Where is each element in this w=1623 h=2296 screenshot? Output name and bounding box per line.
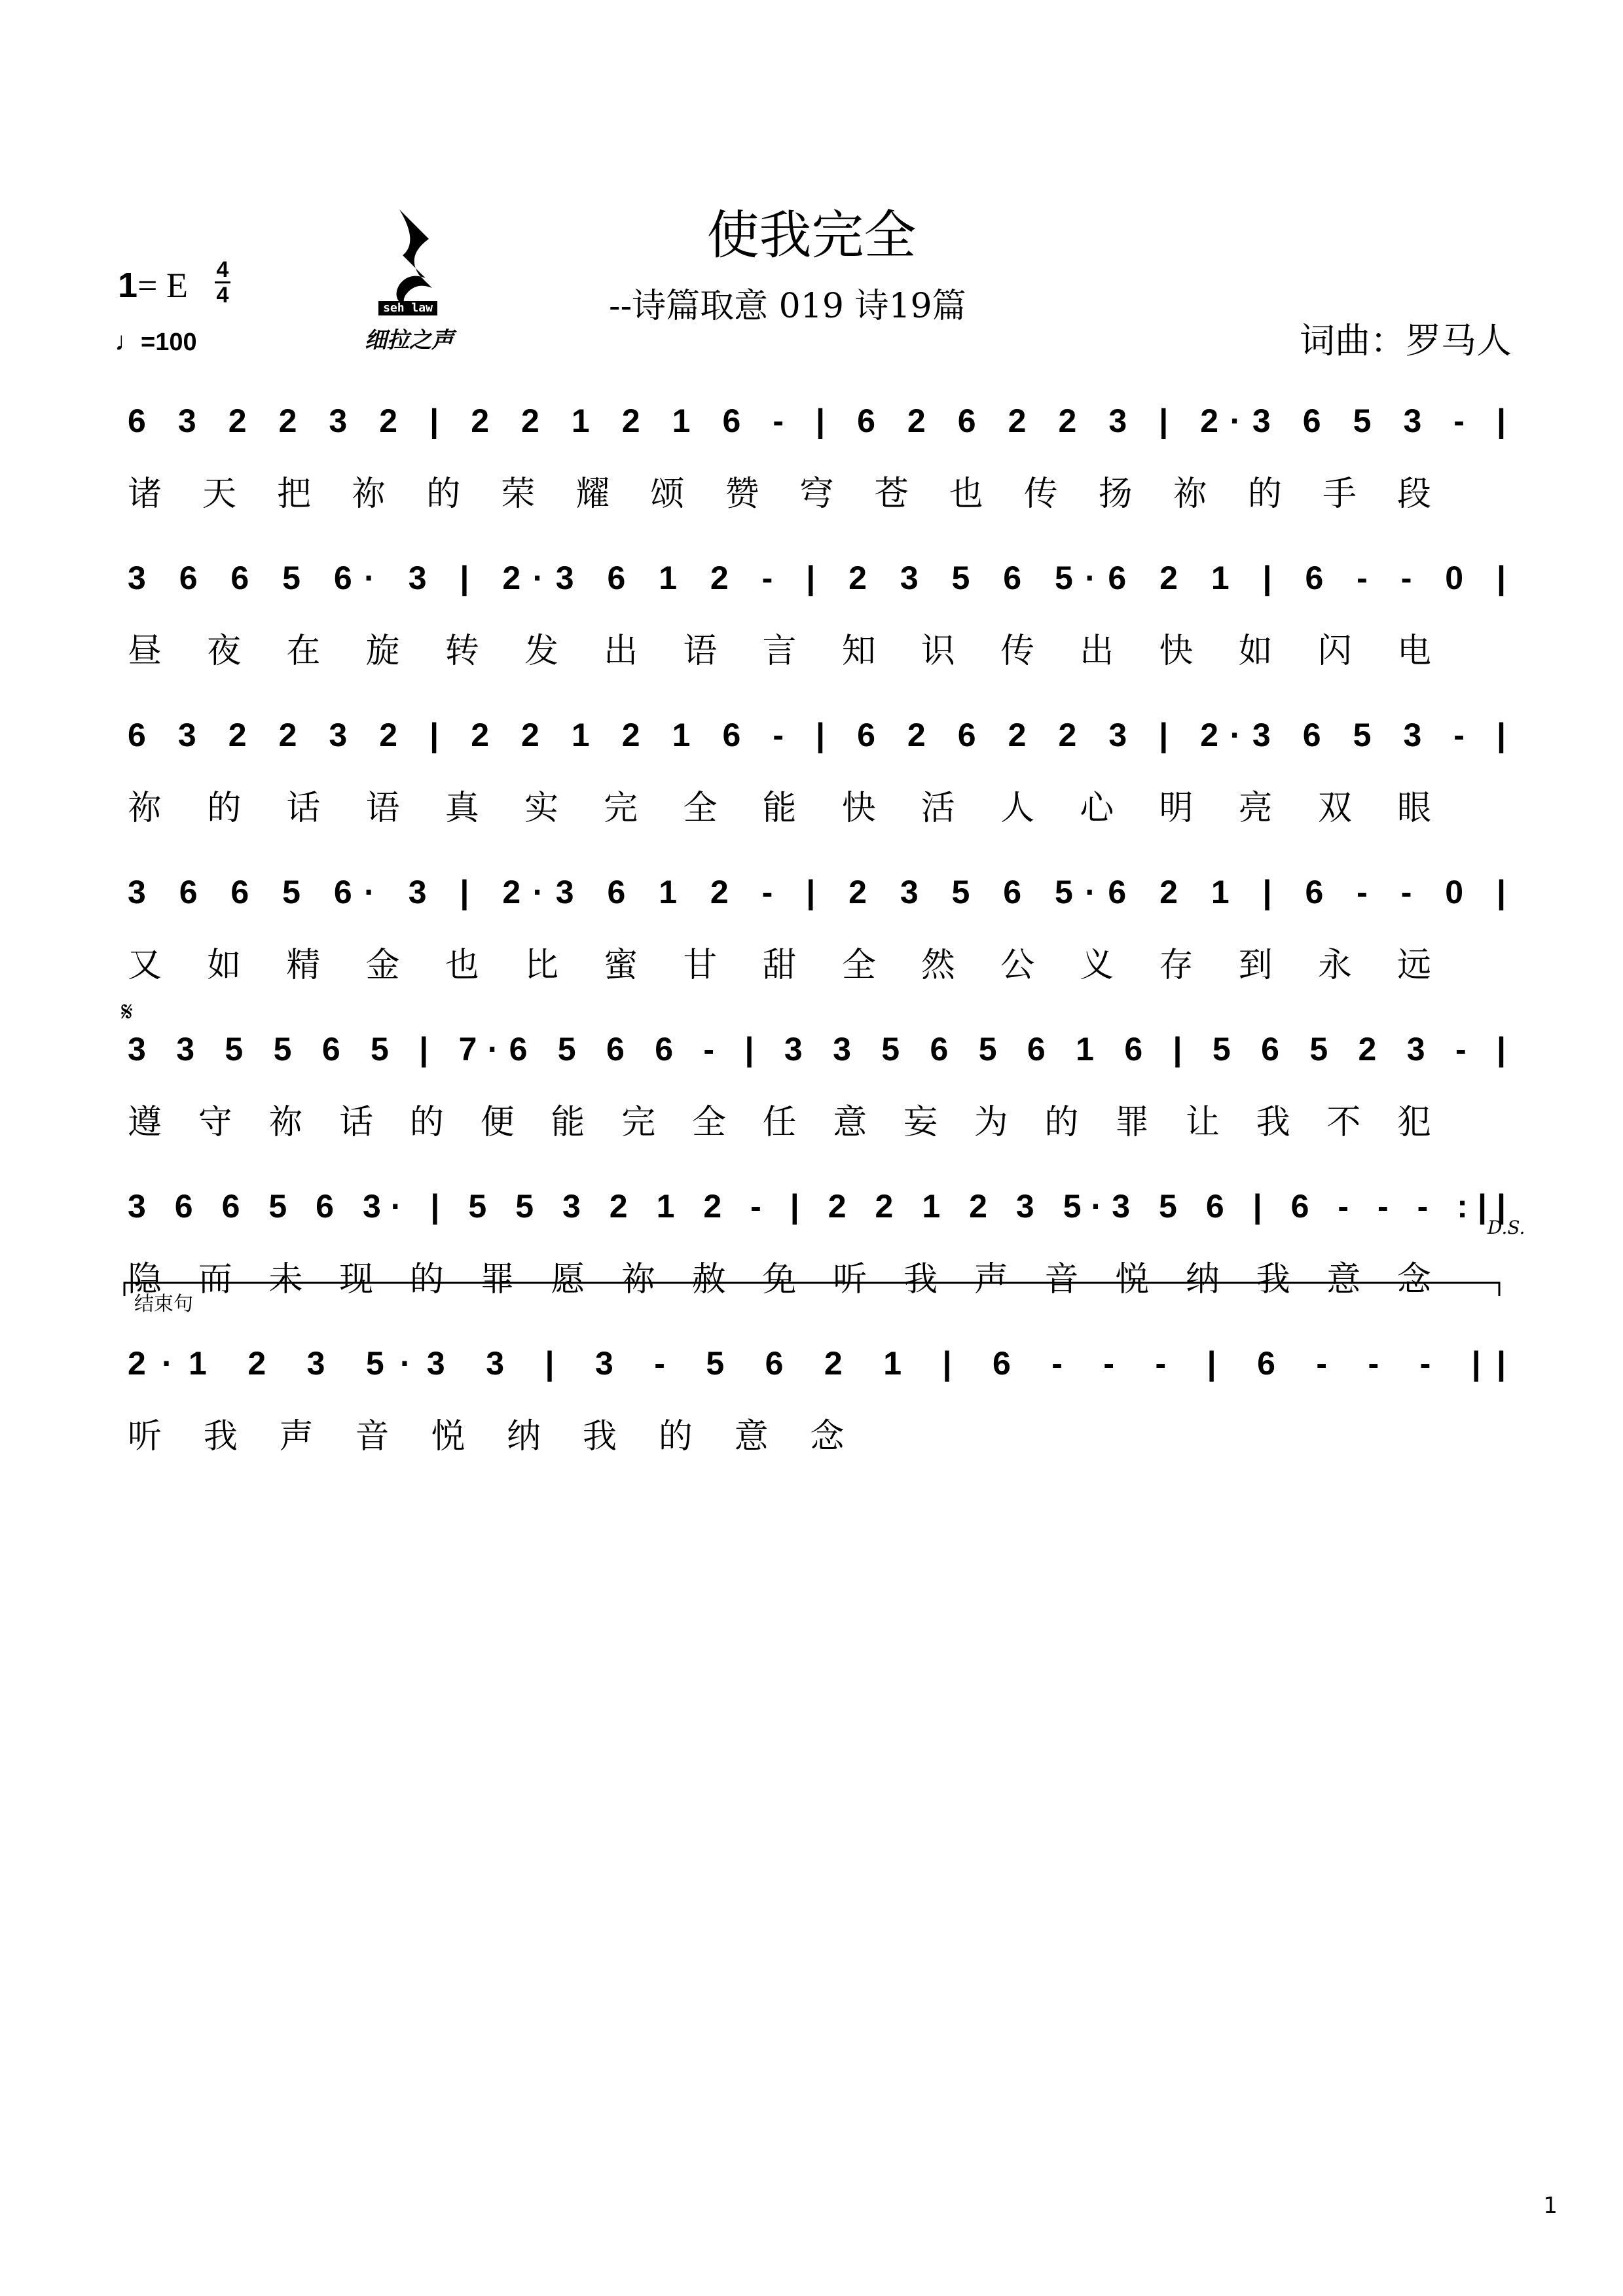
lyric-char: 传	[1000, 632, 1035, 671]
lyric-char: 电	[1397, 632, 1432, 671]
lyric-char: 的	[409, 1103, 444, 1142]
lyric-char: 隐	[128, 1260, 162, 1299]
lyric-char: 公	[1000, 946, 1035, 985]
lyric-char: 纳	[1185, 1260, 1220, 1299]
lyric-char: 音	[1044, 1260, 1079, 1299]
lyric-char: 语	[683, 632, 718, 671]
lyric-char: 祢	[352, 475, 386, 514]
lyric-char: 传	[1023, 475, 1058, 514]
lyric-char: 昼	[128, 632, 162, 671]
page-number: 1	[1543, 2193, 1558, 2219]
lyric-char: 快	[1159, 632, 1194, 671]
lyric-char: 发	[524, 632, 558, 671]
lyric-char: 便	[480, 1103, 515, 1142]
notation-line: 6 3 2 2 3 2 | 2 2 1 2 1 6 - | 6 2 6 2 2 3 | 2·3 6 5 3 - |	[128, 403, 1506, 439]
lyric-char: 天	[202, 475, 237, 514]
lyric-char: 到	[1238, 946, 1273, 985]
notation-line: 3 6 6 5 6· 3 | 2·3 6 1 2 - | 2 3 5 6 5·6 2 1 | 6 - - 0 |	[128, 560, 1506, 596]
lyric-char: 把	[277, 475, 312, 514]
lyric-char: 快	[841, 789, 876, 828]
lyric-char: 听	[833, 1260, 867, 1299]
lyric-char: 完	[621, 1103, 656, 1142]
lyric-char: 罪	[480, 1260, 515, 1299]
lyric-char: 任	[762, 1103, 797, 1142]
lyric-char: 免	[762, 1260, 797, 1299]
lyric-char: 能	[762, 789, 797, 828]
lyric-char: 苍	[874, 475, 909, 514]
lyric-char: 的	[1044, 1103, 1079, 1142]
lyric-char: 赞	[725, 475, 759, 514]
lyric-char: 的	[409, 1260, 444, 1299]
lyric-char: 语	[365, 789, 400, 828]
lyric-char: 能	[551, 1103, 585, 1142]
lyric-char: 比	[524, 946, 558, 985]
lyric-char: 人	[1000, 789, 1035, 828]
lyric-char: 罪	[1115, 1103, 1150, 1142]
logo-name: 细拉之声	[365, 327, 454, 353]
lyric-char: 出	[1080, 632, 1114, 671]
song-title: 使我完全	[706, 205, 917, 266]
notation-line: 3 6 6 5 6· 3 | 2·3 6 1 2 - | 2 3 5 6 5·6 2 1 | 6 - - 0 |	[128, 874, 1506, 910]
key-rest: = E	[137, 266, 188, 305]
key-label: 1	[118, 266, 138, 305]
lyric-char: 眼	[1397, 789, 1432, 828]
lyric-char: 祢	[1173, 475, 1207, 514]
ending-bracket	[124, 1283, 1499, 1316]
lyric-char: 守	[198, 1103, 232, 1142]
lyric-char: 穹	[799, 475, 834, 514]
lyric-char: 听	[128, 1417, 162, 1456]
lyric-char: 如	[1238, 632, 1273, 671]
lyric-char: 双	[1317, 789, 1352, 828]
segno-icon: 𝄋	[121, 996, 134, 1028]
time-top: 4	[216, 257, 229, 282]
lyric-char: 全	[691, 1103, 726, 1142]
lyric-char: 的	[426, 475, 461, 514]
lyric-char: 蜜	[604, 946, 638, 985]
lyric-char: 言	[762, 632, 797, 671]
tempo-value: =100	[141, 329, 197, 356]
lyric-char: 赦	[691, 1260, 726, 1299]
notation-line: 2·1 2 3 5·3 3 | 3 - 5 6 2 1 | 6 - - - | 6 - - - ||	[128, 1345, 1506, 1382]
lyric-char: 荣	[501, 475, 536, 514]
lyric-char: 明	[1159, 789, 1194, 828]
lyric-char: 意	[734, 1417, 769, 1456]
lyric-char: 旋	[365, 632, 400, 671]
lyric-char: 祢	[268, 1103, 303, 1142]
lyric-char: 让	[1185, 1103, 1220, 1142]
lyric-char: 纳	[507, 1417, 541, 1456]
lyric-char: 段	[1397, 475, 1432, 514]
lyric-char: 扬	[1098, 475, 1133, 514]
lyric-char: 的	[207, 789, 242, 828]
lyric-char: 愿	[551, 1260, 585, 1299]
lyric-char: 甜	[762, 946, 797, 985]
lyric-char: 知	[841, 632, 876, 671]
lyric-char: 诸	[128, 475, 162, 514]
lyric-char: 我	[1256, 1103, 1290, 1142]
lyric-char: 而	[198, 1260, 232, 1299]
lyric-char: 转	[445, 632, 479, 671]
lyric-char: 夜	[207, 632, 242, 671]
lyric-char: 念	[1397, 1260, 1432, 1299]
lyric-char: 妄	[903, 1103, 938, 1142]
lyric-char: 完	[604, 789, 638, 828]
lyric-char: 也	[445, 946, 479, 985]
lyric-char: 实	[524, 789, 558, 828]
lyric-char: 现	[339, 1260, 374, 1299]
lyric-char: 不	[1326, 1103, 1361, 1142]
logo-tag: seh law	[378, 301, 437, 315]
lyric-char: 永	[1317, 946, 1352, 985]
lyric-char: 我	[203, 1417, 238, 1456]
lyric-char: 出	[604, 632, 638, 671]
lyric-char: 亮	[1238, 789, 1273, 828]
lyric-char: 全	[683, 789, 718, 828]
lyric-char: 我	[903, 1260, 938, 1299]
notation-line: 3 3 5 5 6 5 | 7·6 5 6 6 - | 3 3 5 6 5 6 1 6 | 5 6 5 2 3 - |	[128, 1031, 1506, 1067]
lyric-char: 为	[974, 1103, 1008, 1142]
lyric-char: 祢	[128, 789, 162, 828]
lyric-char: 祢	[621, 1260, 656, 1299]
lyric-char: 全	[841, 946, 876, 985]
time-bottom: 4	[216, 283, 229, 308]
lyric-char: 意	[833, 1103, 867, 1142]
ending-label: 结束句	[134, 1293, 193, 1316]
lyric-char: 存	[1159, 946, 1194, 985]
lyric-char: 的	[658, 1417, 693, 1456]
lyric-char: 声	[279, 1417, 314, 1456]
lyric-char: 闪	[1317, 632, 1352, 671]
notation-line: 6 3 2 2 3 2 | 2 2 1 2 1 6 - | 6 2 6 2 2 3 | 2·3 6 5 3 - |	[128, 717, 1506, 753]
lyric-char: 声	[974, 1260, 1008, 1299]
lyric-char: 我	[583, 1417, 617, 1456]
lyric-char: 遵	[128, 1103, 162, 1142]
lyric-char: 悦	[1115, 1260, 1150, 1299]
lyric-char: 未	[268, 1260, 303, 1299]
lyric-char: 话	[286, 789, 321, 828]
lyric-char: 悦	[431, 1417, 465, 1456]
lyric-char: 义	[1080, 946, 1114, 985]
ds-marking: D.S.	[1487, 1217, 1525, 1238]
lyric-char: 耀	[575, 475, 610, 514]
lyric-char: 我	[1256, 1260, 1290, 1299]
lyric-char: 金	[365, 946, 400, 985]
lyric-char: 犯	[1397, 1103, 1432, 1142]
song-subtitle: --诗篇取意 019 诗19篇	[609, 287, 966, 326]
lyric-char: 意	[1326, 1260, 1361, 1299]
credit-line: 词曲：罗马人	[1300, 320, 1512, 361]
lyric-char: 音	[355, 1417, 390, 1456]
lyric-char: 然	[921, 946, 955, 985]
score-rows	[128, 403, 1506, 1456]
lyric-char: 念	[810, 1417, 845, 1456]
lyric-char: 识	[921, 632, 955, 671]
lyric-char: 在	[286, 632, 321, 671]
lyric-char: 心	[1080, 789, 1114, 828]
lyric-char: 精	[286, 946, 321, 985]
lyric-char: 如	[207, 946, 242, 985]
lyric-char: 真	[445, 789, 479, 828]
lyric-char: 甘	[683, 946, 718, 985]
quarter-note-icon: ♩	[115, 327, 141, 356]
lyric-char: 的	[1247, 475, 1282, 514]
notation-line: 3 6 6 5 6 3· | 5 5 3 2 1 2 - | 2 2 1 2 3 5·3 5 6 | 6 - - - :||	[128, 1188, 1506, 1225]
lyric-char: 颂	[650, 475, 685, 514]
lyric-char: 活	[921, 789, 955, 828]
lyric-char: 又	[128, 946, 162, 985]
lyric-char: 也	[949, 475, 983, 514]
lyric-char: 话	[339, 1103, 374, 1142]
lyric-char: 手	[1322, 475, 1357, 514]
lyric-char: 远	[1397, 946, 1432, 985]
